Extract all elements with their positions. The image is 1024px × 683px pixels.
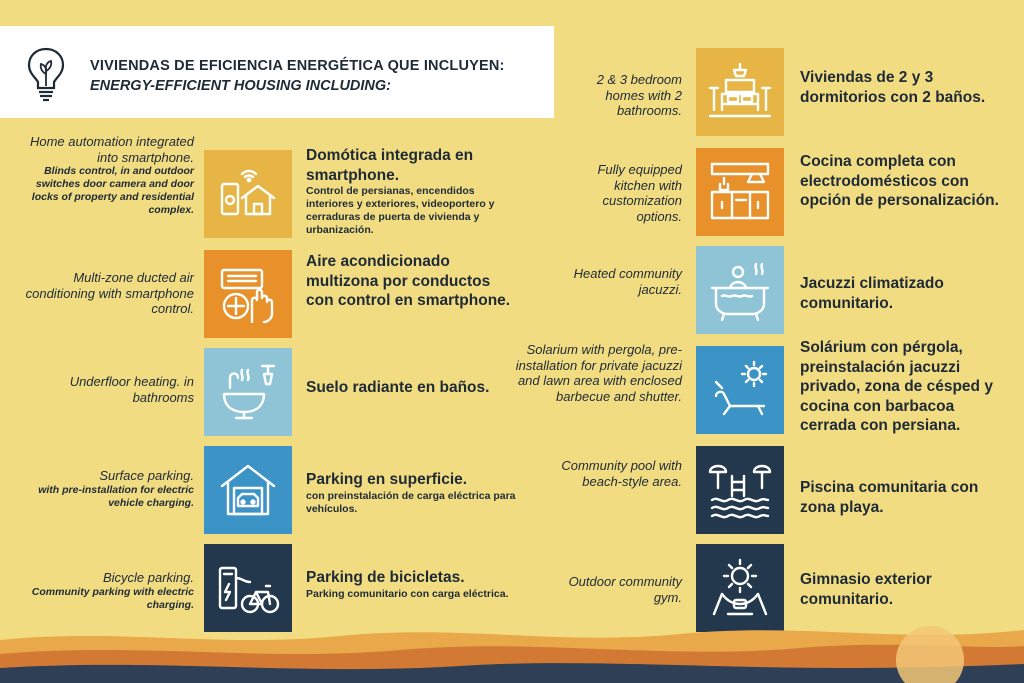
feature-en-sub: Blinds control, in and outdoor switches door camera and door locks of property and residential complex. — [31, 165, 194, 216]
feature-en-main: 2 & 3 bedroom homes with 2 bathrooms. — [596, 72, 682, 118]
feature-es-sub: Parking comunitario con carga eléctrica. — [306, 587, 509, 600]
tile-bedrooms — [696, 48, 784, 136]
feature-air-conditioning-en — [10, 270, 194, 317]
smart-home-icon — [216, 162, 280, 226]
tile-pool — [696, 446, 784, 534]
feature-home-automation-en — [10, 134, 194, 217]
feature-es-main: Piscina comunitaria con zona playa. — [800, 479, 979, 516]
feature-air-conditioning-es — [306, 252, 516, 311]
tile-air-conditioning — [204, 250, 292, 338]
feature-gym-es — [800, 570, 1010, 609]
feature-en-main: Solarium with pergola, pre-installation for private jacuzzi and lawn area with enclosed barbecue and shutter. — [515, 342, 682, 404]
header-banner — [0, 26, 554, 118]
tile-bicycle-parking — [204, 544, 292, 632]
pool-icon — [708, 458, 772, 522]
feature-es-main: Domótica integrada en smartphone. — [306, 147, 474, 184]
feature-es-main: Solárium con pérgola, preinstalación jacuzzi privado, zona de césped y cocina con barbacoa cerrada con persiana. — [800, 339, 993, 434]
decorative-ground — [0, 620, 1024, 683]
tile-gym — [696, 544, 784, 632]
feature-underfloor-heating-en — [10, 374, 194, 405]
feature-solarium-en — [504, 342, 682, 404]
feature-kitchen-en — [560, 162, 682, 224]
feature-es-main: Viviendas de 2 y 3 dormitorios con 2 baños. — [800, 69, 986, 106]
header-title-es: VIVIENDAS DE EFICIENCIA ENERGÉTICA QUE INCLUYEN: — [90, 58, 505, 74]
feature-es-main: Aire acondicionado multizona por conductos con control en smartphone. — [306, 253, 511, 309]
feature-surface-parking-en — [10, 468, 194, 510]
feature-jacuzzi-en — [560, 266, 682, 297]
feature-bicycle-parking-en — [10, 570, 194, 612]
feature-en-main: Home automation integrated into smartphone. — [29, 134, 194, 165]
kitchen-icon — [708, 160, 772, 224]
feature-gym-en — [560, 574, 682, 605]
tile-underfloor-heating — [204, 348, 292, 436]
feature-en-main: Community pool with beach-style area. — [561, 458, 682, 489]
feature-en-main: Surface parking. — [99, 468, 194, 483]
feature-es-main: Parking en superficie. — [306, 471, 468, 488]
feature-home-automation-es — [306, 146, 516, 237]
feature-es-sub: Control de persianas, encendidos interiores y exteriores, videoportero y cerraduras de puerta de vivienda y urbanización. — [306, 185, 495, 236]
feature-en-main: Outdoor community gym. — [568, 574, 682, 605]
feature-es-main: Cocina completa con electrodomésticos con opción de personalización. — [800, 153, 999, 209]
tile-kitchen — [696, 148, 784, 236]
underfloor-heating-icon — [216, 360, 280, 424]
feature-solarium-es — [800, 338, 1014, 436]
sun-lounger-icon — [708, 358, 772, 422]
feature-es-main: Parking de bicicletas. — [306, 569, 465, 586]
bedroom-icon — [708, 60, 772, 124]
feature-bedrooms-en — [560, 72, 682, 119]
bicycle-charging-icon — [216, 556, 280, 620]
tile-home-automation — [204, 150, 292, 238]
feature-underfloor-heating-es — [306, 378, 516, 398]
feature-es-main: Gimnasio exterior comunitario. — [800, 571, 932, 608]
feature-es-sub: con preinstalación de carga eléctrica para vehículos. — [306, 489, 516, 515]
feature-en-sub: with pre-installation for electric vehicle charging. — [38, 483, 194, 509]
air-conditioning-icon — [216, 262, 280, 326]
tile-jacuzzi — [696, 246, 784, 334]
tile-surface-parking — [204, 446, 292, 534]
feature-es-main: Jacuzzi climatizado comunitario. — [800, 275, 944, 312]
feature-en-main: Multi-zone ducted air conditioning with smartphone control. — [25, 270, 194, 316]
header-title-en: ENERGY-EFFICIENT HOUSING INCLUDING: — [90, 78, 392, 94]
feature-bedrooms-es — [800, 68, 1010, 107]
feature-pool-en — [560, 458, 682, 489]
feature-en-main: Fully equipped kitchen with customization options. — [597, 162, 682, 224]
feature-jacuzzi-es — [800, 274, 1010, 313]
feature-en-sub: Community parking with electric charging. — [31, 585, 194, 611]
feature-bicycle-parking-es — [306, 568, 516, 601]
tile-solarium — [696, 346, 784, 434]
outdoor-gym-icon — [708, 556, 772, 620]
lightbulb-icon — [26, 46, 66, 102]
garage-icon — [216, 458, 280, 522]
feature-kitchen-es — [800, 152, 1014, 211]
feature-en-main: Heated community jacuzzi. — [573, 266, 682, 297]
feature-en-main: Bicycle parking. — [102, 570, 194, 585]
feature-pool-es — [800, 478, 1010, 517]
feature-surface-parking-es — [306, 470, 516, 516]
feature-es-main: Suelo radiante en baños. — [306, 379, 490, 396]
feature-en-main: Underfloor heating. in bathrooms — [69, 374, 194, 405]
jacuzzi-icon — [708, 258, 772, 322]
